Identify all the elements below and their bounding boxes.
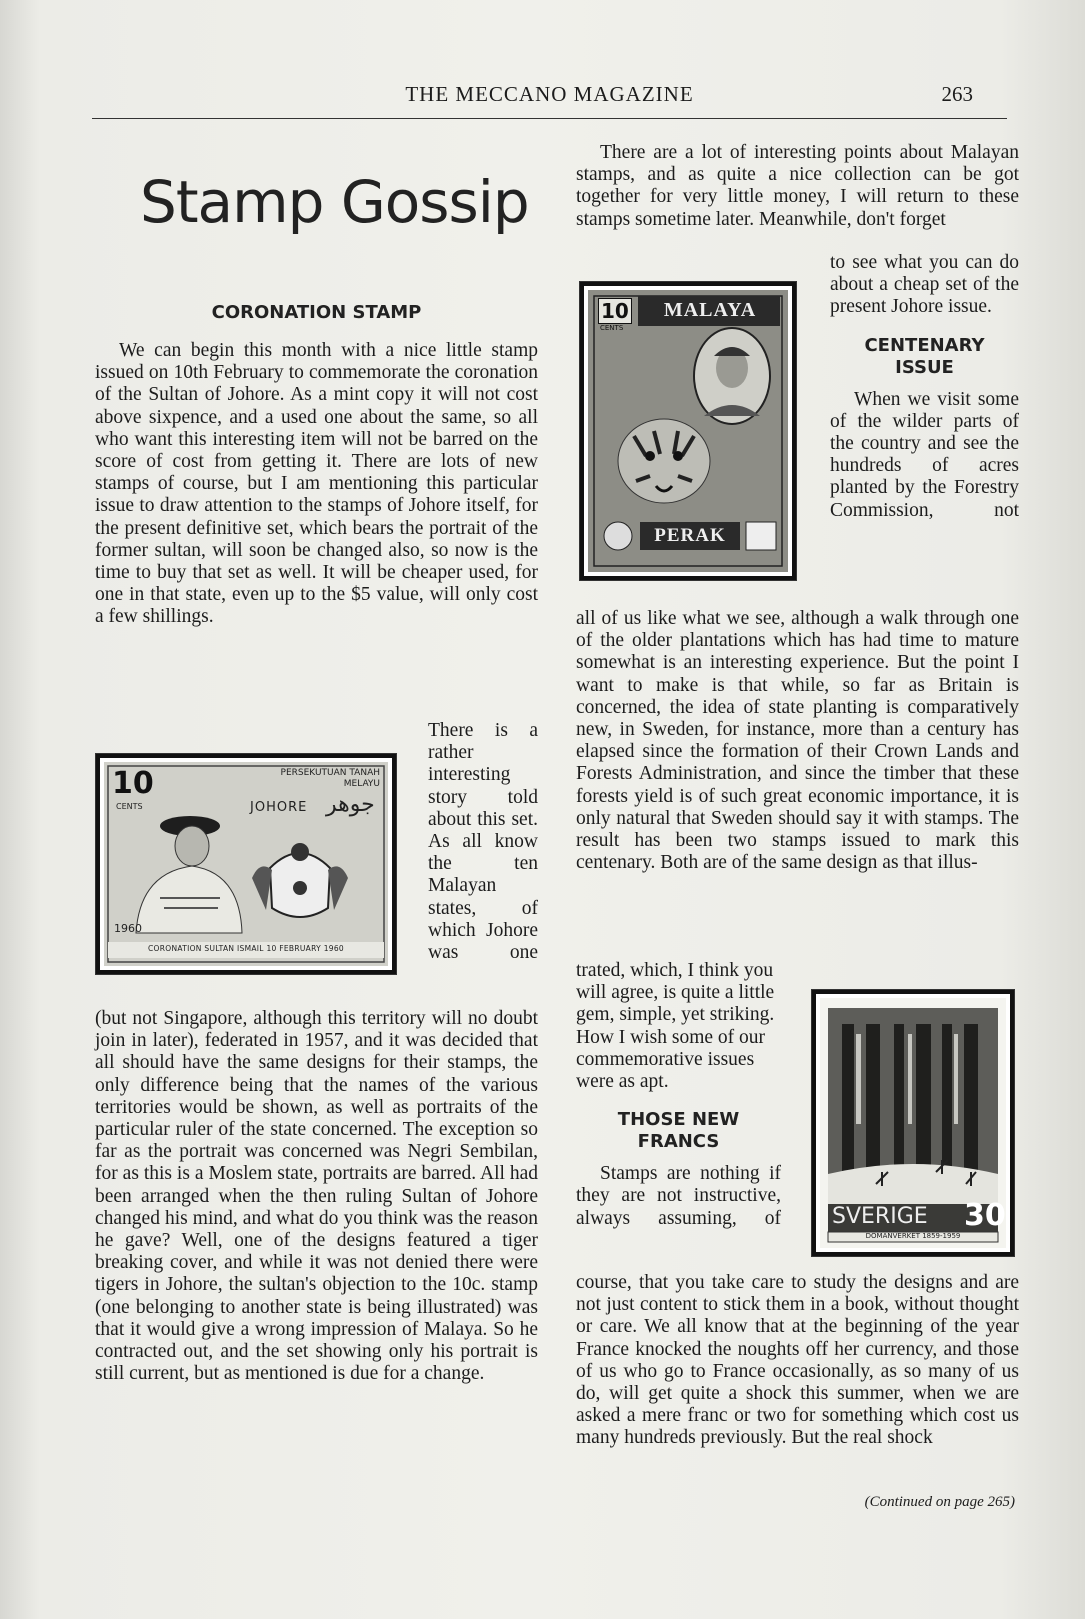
paragraph-francs: course, that you take care to study the designs and are not just content to stick them in a book, without thought or care. We all know that at the beginning of the year France knocked the noughts off her currency, and those of us who go to France occasionally, as so many of us do, will get quite a shock this summer, when we are asked a mere franc or two for something which cost us many hundreds previously. But the real shock xyxy=(576,1272,1019,1449)
perak-stamp-bottom-label: PERAK xyxy=(654,525,726,546)
right-column-bottom xyxy=(576,1272,1019,1450)
johore-stamp-country: PERSEKUTUAN TANAH MELAYU xyxy=(280,768,380,789)
paragraph-coronation: We can begin this month with a nice little stamp issued on 10th February to commemorate the coronation of the Sultan of Johore. As a mint copy it will not cost above sixpence, and a used one about the same, so all who want this interesting item will not be barred on the score of cost from getting it. There are lots of new stamps of course, but I am mentioning this particular issue to draw attention to the stamps of Johore itself, for the present definitive set, which bears the portrait of the former sultan, will soon be changed also, so now is the time to buy that set as well. It will be cheaper used, for one in that state, even up to the $5 value, will only cost a few shillings. xyxy=(95,340,538,628)
wrap-text-johore-issue xyxy=(830,252,1019,522)
page-number: 263 xyxy=(941,82,973,106)
heading-coronation-stamp: CORONATION STAMP xyxy=(211,302,422,323)
wrap-text-gem xyxy=(576,960,781,1230)
right-column-middle xyxy=(576,608,1019,874)
johore-stamp-state: JOHORE xyxy=(250,800,308,815)
left-column-lower xyxy=(95,1008,538,1385)
johore-stamp-value: 10 xyxy=(112,766,154,801)
perak-malaya-stamp xyxy=(580,282,796,580)
perak-stamp-top-label: MALAYA xyxy=(663,299,757,321)
johore-stamp-inscription: CORONATION SULTAN ISMAIL 10 FEBRUARY 1960 xyxy=(147,944,344,953)
wrap-paragraph-story: There is a rather interesting story told about this set. As all know the ten Malayan states, of which Johore was one xyxy=(428,720,538,964)
johore-stamp-cents: CENTS xyxy=(116,802,143,811)
sweden-stamp-caption: DOMANVERKET 1859-1959 xyxy=(865,1232,961,1240)
sweden-stamp-country: SVERIGE xyxy=(832,1204,928,1229)
sweden-stamp-value: 30 xyxy=(964,1198,1006,1233)
heading-new-francs: THOSE NEW FRANCS xyxy=(617,1109,740,1153)
right-column-top xyxy=(576,142,1019,231)
sweden-forestry-stamp xyxy=(812,990,1014,1256)
wrap-paragraph-gem: trated, which, I think you will agree, is quite a little gem, simple, yet striking. How I wish some of our commemorative issues were as apt. xyxy=(576,960,775,1093)
paragraph-malayan: There are a lot of interesting points about Malayan stamps, and as quite a nice collection can be got together for very little money, I will return to these stamps sometime later. Meanwhile, don't forget xyxy=(576,142,1019,230)
article-title: Stamp Gossip xyxy=(140,168,529,236)
johore-stamp-year: 1960 xyxy=(114,922,142,935)
wrap-paragraph-forestry: When we visit some of the wilder parts of the country and see the hundreds of acres planted by the Forestry Commission, not xyxy=(830,388,1019,521)
wrap-paragraph-francs: Stamps are nothing if they are not instructive, always assuming, of xyxy=(576,1163,781,1229)
johore-coronation-stamp xyxy=(96,754,396,974)
page-header xyxy=(92,82,1007,119)
magazine-title: THE MECCANO MAGAZINE xyxy=(405,82,694,106)
wrap-text-story xyxy=(428,720,538,964)
continued-note: (Continued on page 265) xyxy=(864,1494,1015,1510)
wrap-paragraph-johore-issue: to see what you can do about a cheap set of the present Johore issue. xyxy=(830,252,1019,318)
paragraph-sweden: all of us like what we see, although a walk through one of the older plantations which has had time to mature somewhat is an interesting experience. But the point I want to make is that while, so far as Britain is concerned, the idea of state planting is comparatively new, in Sweden, for instance, more than a century has elapsed since the formation of their Crown Lands and Forests Administration, and since the timber that these forests yield is of such great economic importance, it is only natural that Sweden should say it with stamps. The result has been two stamps issued to mark this centenary. Both are of the same design as that illus- xyxy=(576,608,1019,874)
perak-stamp-cents: CENTS xyxy=(600,324,624,332)
heading-centenary-issue: CENTENARY ISSUE xyxy=(864,334,985,378)
paragraph-federation: (but not Singapore, although this territory will no doubt join in later), federated in 1957, and it was decided that all should have the same designs for their stamps, the only difference being that the names of the various territories would be shown, as well as portraits of the particular ruler of the state concerned. The exception so far as the portrait was concerned was Negri Sembilan, for as this is a Moslem state, portraits are barred. All had been arranged when the then ruling Sultan of Johore changed his mind, and what do you think was the reason he gave? Well, one of the designs featured a tiger breaking cover, and while it was not denied there were tigers in Johore, the sultan's objection to the 10c. stamp (one belonging to another state is being illustrated) was that it would give a wrong impression of Malaya. So he contracted out, and the set showing only his portrait is still current, but as mentioned is due for a change. xyxy=(95,1008,538,1385)
johore-stamp-jawi: جوهر xyxy=(326,792,375,817)
perak-stamp-value: 10 xyxy=(598,298,632,324)
left-column xyxy=(95,302,538,629)
